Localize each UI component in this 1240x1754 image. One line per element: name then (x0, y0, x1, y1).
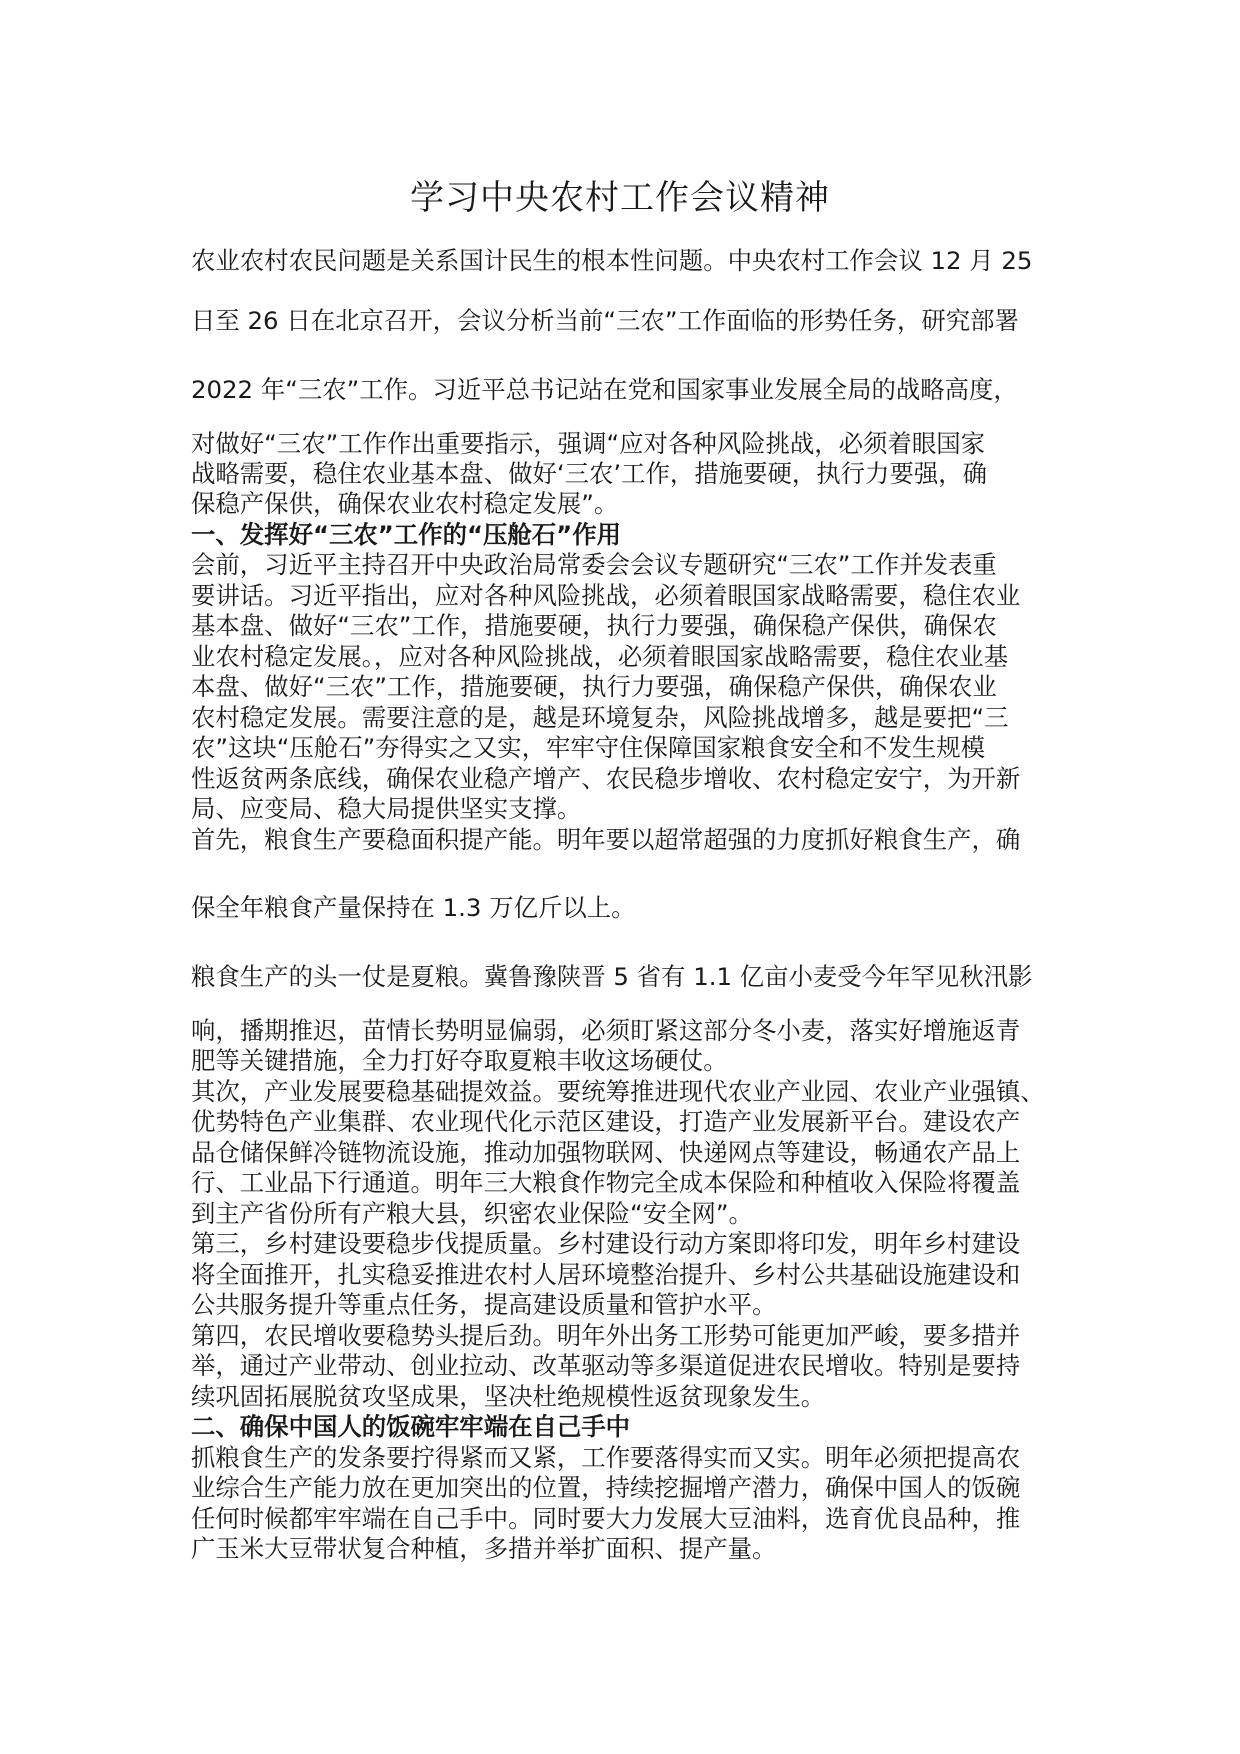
paragraph-line: 农业农村农民问题是关系国计民生的根本性问题。中央农村工作会议 12 月 25 (191, 246, 1033, 275)
paragraph-line: 保稳产保供，确保农业农村稳定发展”。 (191, 489, 619, 518)
section-heading: 一、发挥好“三农”工作的“压舱石”作用 (191, 520, 621, 549)
paragraph-line: 性返贫两条底线，确保农业稳产增产、农民稳步增收、农村稳定安宁，为开新 (191, 764, 1021, 793)
paragraph-line: 将全面推开，扎实稳妥推进农村人居环境整治提升、乡村公共基础设施建设和 (191, 1260, 1021, 1289)
paragraph-line: 农村稳定发展。需要注意的是，越是环境复杂，风险挑战增多，越是要把“三 (191, 703, 1009, 732)
paragraph-line: 对做好“三农”工作作出重要指示，强调“应对各种风险挑战，必须着眼国家 (191, 429, 986, 458)
paragraph-line: 续巩固拓展脱贫攻坚成果，坚决杜绝规模性返贫现象发生。 (191, 1382, 826, 1411)
paragraph-line: 广玉米大豆带状复合种植，多措并举扩面积、提产量。 (191, 1534, 777, 1563)
paragraph-line: 公共服务提升等重点任务，提高建设质量和管护水平。 (191, 1290, 777, 1319)
document-title: 学习中央农村工作会议精神 (410, 178, 830, 218)
section-heading: 二、确保中国人的饭碗牢牢端在自己手中 (191, 1412, 631, 1441)
paragraph-line: 粮食生产的头一仗是夏粮。冀鲁豫陕晋 5 省有 1.1 亿亩小麦受今年罕见秋汛影 (191, 962, 1033, 991)
paragraph-line: 其次，产业发展要稳基础提效益。要统筹推进现代农业产业园、农业产业强镇、 (191, 1077, 1045, 1106)
paragraph-line: 品仓储保鲜冷链物流设施，推动加强物联网、快递网点等建设，畅通农产品上 (191, 1138, 1021, 1167)
paragraph-line: 肥等关键措施，全力打好夺取夏粮丰收这场硬仗。 (191, 1046, 728, 1075)
paragraph-line: 首先，粮食生产要稳面积提产能。明年要以超常超强的力度抓好粮食生产，确 (191, 825, 1021, 854)
paragraph-line: 日至 26 日在北京召开，会议分析当前“三农”工作面临的形势任务，研究部署 (191, 306, 1019, 335)
paragraph-line: 响，播期推迟，苗情长势明显偏弱，必须盯紧这部分冬小麦，落实好增施返青 (191, 1016, 1021, 1045)
paragraph-line: 任何时候都牢牢端在自己手中。同时要大力发展大豆油料，选育优良品种，推 (191, 1504, 1021, 1533)
paragraph-line: 会前，习近平主持召开中央政治局常委会会议专题研究“三农”工作并发表重 (191, 550, 997, 579)
paragraph-line: 优势特色产业集群、农业现代化示范区建设，打造产业发展新平台。建设农产 (191, 1107, 1021, 1136)
paragraph-line: 行、工业品下行通道。明年三大粮食作物完全成本保险和种植收入保险将覆盖 (191, 1168, 1021, 1197)
paragraph-line: 2022 年“三农”工作。习近平总书记站在党和国家事业发展全局的战略高度， (191, 375, 1018, 404)
paragraph-line: 保全年粮食产量保持在 1.3 万亿斤以上。 (191, 893, 636, 922)
paragraph-line: 举，通过产业带动、创业拉动、改革驱动等多渠道促进农民增收。特别是要持 (191, 1351, 1021, 1380)
paragraph-line: 农”这块“压舱石”夯得实之又实，牢牢守住保障国家粮食安全和不发生规模 (191, 733, 986, 762)
paragraph-line: 到主产省份所有产粮大县，织密农业保险“安全网”。 (191, 1199, 753, 1228)
paragraph-line: 本盘、做好“三农”工作，措施要硬，执行力要强，确保稳产保供，确保农业 (191, 672, 997, 701)
paragraph-line: 第四，农民增收要稳势头提后劲。明年外出务工形势可能更加严峻，要多措并 (191, 1321, 1021, 1350)
paragraph-line: 抓粮食生产的发条要拧得紧而又紧，工作要落得实而又实。明年必须把提高农 (191, 1443, 1021, 1472)
paragraph-line: 基本盘、做好“三农”工作，措施要硬，执行力要强，确保稳产保供，确保农 (191, 611, 997, 640)
paragraph-line: 战略需要，稳住农业基本盘、做好‘三农’工作，措施要硬，执行力要强，确 (191, 459, 988, 488)
paragraph-line: 第三，乡村建设要稳步伐提质量。乡村建设行动方案即将印发，明年乡村建设 (191, 1229, 1021, 1258)
paragraph-line: 要讲话。习近平指出，应对各种风险挑战，必须着眼国家战略需要，稳住农业 (191, 581, 1021, 610)
paragraph-line: 局、应变局、稳大局提供坚实支撑。 (191, 794, 582, 823)
paragraph-line: 业综合生产能力放在更加突出的位置，持续挖掘增产潜力，确保中国人的饭碗 (191, 1473, 1021, 1502)
paragraph-line: 业农村稳定发展。，应对各种风险挑战，必须着眼国家战略需要，稳住农业基 (191, 642, 1009, 671)
